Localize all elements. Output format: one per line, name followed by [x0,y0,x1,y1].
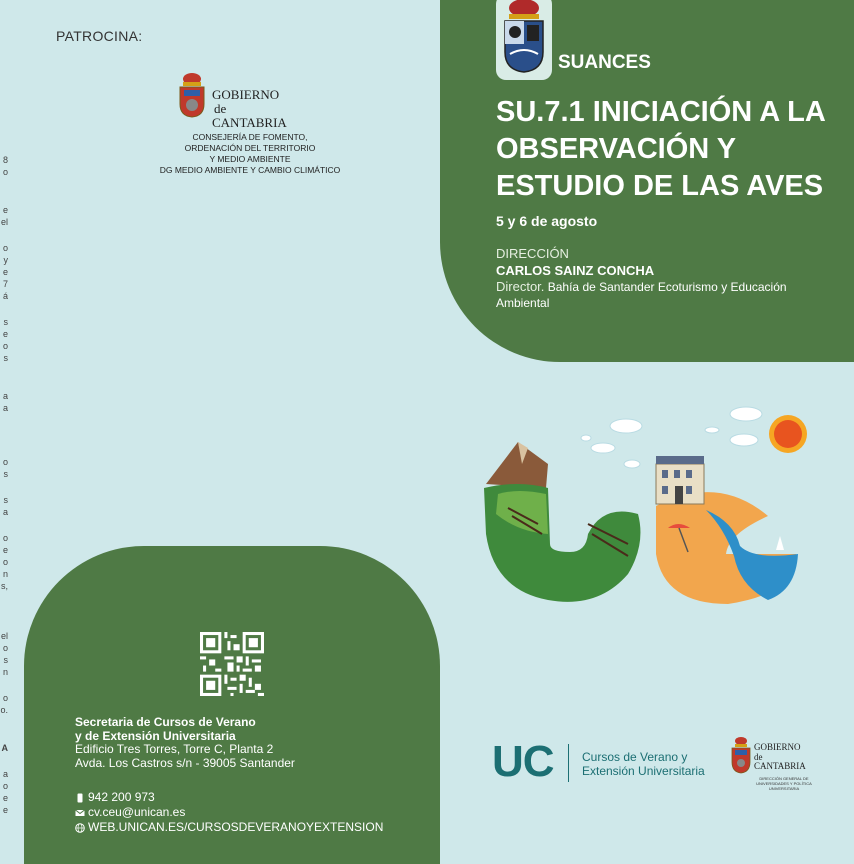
cut-fragment: o [2,457,8,467]
cut-fragment: a [2,391,8,401]
dept-line2: ORDENACIÓN DEL TERRITORIO [184,143,316,153]
gob2-name [754,743,806,772]
cut-fragment: e [2,267,8,277]
gob2-line3: CANTABRIA [754,761,806,771]
sponsor-label: PATROCINA: [56,28,143,44]
uc-text-line1: Cursos de Verano y [582,750,688,764]
cut-fragment: s [3,317,8,327]
cut-fragment: e [2,329,8,339]
gob2-sub-line2: UNIVERSIDADES Y POLÍTICA [756,781,812,786]
gobierno-name-line3: CANTABRIA [212,115,287,130]
office-line1: Secretaria de Cursos de Verano [75,715,256,729]
director-role-label: Director. [496,279,545,294]
suances-crest-icon [496,0,552,80]
suances-crest-badge [496,0,552,80]
cut-fragment: e [2,205,8,215]
title-line1: SU.7.1 INICIACIÓN A LA [496,96,826,128]
gob2-line1: GOBIERNO [754,742,801,752]
mail-icon [75,808,85,818]
course-location: SUANCES [558,52,651,73]
phone-row [75,790,383,805]
cut-fragment: 7 [2,279,8,289]
web-row [75,820,383,835]
qr-code[interactable] [200,632,264,696]
cut-fragment: y [3,255,8,265]
gob2-sub-line3: UNIVERSITARIA [768,786,800,791]
cut-fragment: o [2,557,8,567]
cut-fragment: A [1,743,8,753]
cut-fragment: a [2,403,8,413]
uc-logo [492,737,705,786]
address-line2: Avda. Los Castros s/n - 39005 Santander [75,755,295,770]
cut-fragment: o [2,243,8,253]
gobierno-name-line1: GOBIERNO [212,87,280,102]
gobierno-cantabria-logo-small [730,736,820,792]
cut-fragment: o [2,643,8,653]
sun-icon [769,415,807,453]
gob2-sub-line1: DIRECCIÓN GENERAL DE [759,776,809,781]
gob2-subtitle [754,776,814,791]
contact-list [75,790,383,835]
director-name: CARLOS SAINZ CONCHA [496,263,655,278]
uc-logo-divider [568,744,569,782]
course-dates: 5 y 6 de agosto [496,213,598,229]
address-line1: Edificio Tres Torres, Torre C, Planta 2 [75,742,274,756]
cantabria-crest-icon [730,736,752,774]
cut-fragment: s [3,495,8,505]
cut-fragment: o [2,781,8,791]
title-line3: ESTUDIO DE LAS AVES [496,170,824,202]
phone-number[interactable]: 942 200 973 [88,790,155,804]
gobierno-department [130,132,370,176]
globe-icon [75,823,85,833]
building-icon [656,456,704,504]
uc-logo-letters: UC [492,737,554,786]
cut-fragment: a [2,769,8,779]
office-info [75,716,295,770]
cut-fragment: s [3,353,8,363]
uc-logo-text [582,750,722,778]
gobierno-name [212,88,287,130]
cut-fragment: o [2,693,8,703]
direction-label: DIRECCIÓN [496,246,569,261]
email-link[interactable]: cv.ceu@unican.es [88,805,186,819]
dept-line3: Y MEDIO AMBIENTE [209,154,291,164]
uc-text-line2: Extensión Universitaria [582,764,705,778]
cut-fragment: o [2,167,8,177]
web-link[interactable]: WEB.UNICAN.ES/CURSOSDEVERANOYEXTENSION [88,820,384,834]
cut-fragment: s [3,655,8,665]
cut-fragment: e [2,805,8,815]
dept-line1: CONSEJERÍA DE FOMENTO, [192,132,308,142]
cut-fragment: s, [0,581,8,591]
director-role-text: Bahía de Santander Ecoturismo y Educación Ambiental [496,280,787,310]
cut-fragment: a [2,507,8,517]
email-row [75,805,383,820]
cut-fragment: s [3,469,8,479]
letter-c-beach [656,492,798,604]
cut-fragment: el [0,217,8,227]
title-line2: OBSERVACIÓN Y [496,133,737,165]
gobierno-name-line2: de [214,101,227,116]
dept-line4: DG MEDIO AMBIENTE Y CAMBIO CLIMÁTICO [159,165,341,175]
uc-landscape-illustration [478,404,818,614]
letter-u-hill [484,442,640,602]
course-title [496,94,854,205]
cut-fragment: el [0,631,8,641]
cut-fragment: e [2,545,8,555]
gob2-line2: de [754,751,763,762]
cut-fragment: 8 [2,155,8,165]
cut-fragment: o. [0,705,8,715]
cut-fragment: á [2,291,8,301]
cut-fragment: n [2,667,8,677]
cut-fragment: n [2,569,8,579]
phone-icon [75,793,85,803]
director-role [496,279,826,311]
cut-fragment: e [2,793,8,803]
office-line2: y de Extensión Universitaria [75,728,236,743]
cantabria-crest-icon [176,72,208,118]
cut-fragment: o [2,341,8,351]
cut-fragment: o [2,533,8,543]
